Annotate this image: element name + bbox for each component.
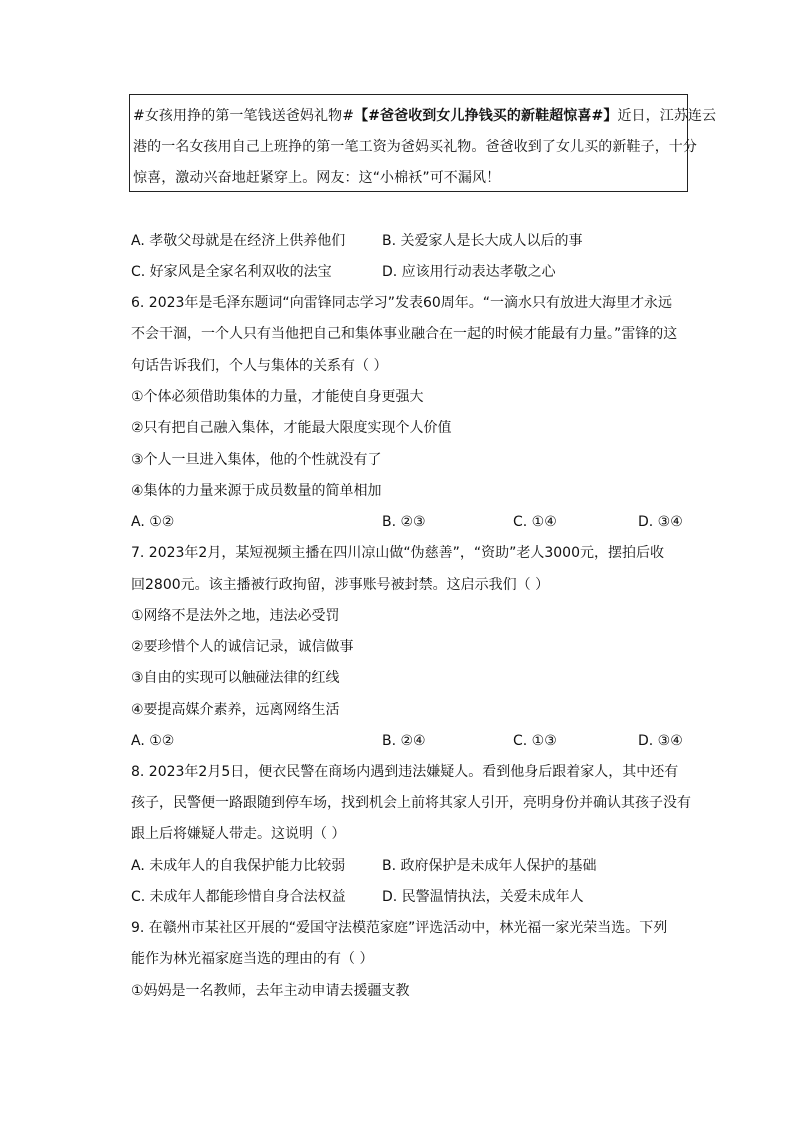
- q6-option-d: D. ③④: [638, 514, 683, 530]
- q7-option-c: C. ①③: [513, 733, 557, 749]
- q9-stem-line-2: 能作为林光福家庭当选的理由的有（ ）: [131, 951, 374, 967]
- passage-line-2: 港的一名女孩用自己上班挣的第一笔工资为爸妈买礼物。爸爸收到了女儿买的新鞋子，十分: [133, 139, 697, 155]
- q8-option-a: A. 未成年人的自我保护能力比较弱: [131, 858, 346, 874]
- q6-option-c: C. ①④: [513, 514, 557, 530]
- passage-box: [129, 94, 717, 192]
- q7-item-3: ③自由的实现可以触碰法律的红线: [131, 670, 340, 686]
- q7-options-row: [131, 730, 683, 752]
- q8-option-b: B. 政府保护是未成年人保护的基础: [382, 858, 597, 874]
- q6-options-row: [131, 511, 683, 533]
- q7-option-a: A. ①②: [131, 733, 175, 749]
- q8-stem-line-1: 8. 2023年2月5日，便衣民警在商场内遇到违法嫌疑人。看到他身后跟着家人，其中还有: [131, 764, 679, 780]
- q8-options-row-1: [131, 855, 597, 877]
- q5-option-d: D. 应该用行动表达孝敬之心: [382, 264, 556, 280]
- passage-bold-title: 【#爸爸收到女儿挣钱买的新鞋超惊喜#】: [354, 108, 618, 124]
- q6-item-2: ②只有把自己融入集体，才能最大限度实现个人价值: [131, 420, 452, 436]
- passage-line-1: [133, 101, 717, 132]
- q5-option-a: A. 孝敬父母就是在经济上供养他们: [131, 233, 346, 249]
- q7-stem-line-1: 7. 2023年2月，某短视频主播在四川凉山做“伪慈善”，“资助”老人3000元，摆拍后收: [131, 545, 664, 561]
- q7-item-1: ①网络不是法外之地，违法必受罚: [131, 608, 340, 624]
- q8-option-d: D. 民警温情执法，关爱未成年人: [382, 889, 584, 905]
- q8-stem-line-3: 跟上后将嫌疑人带走。这说明（ ）: [131, 826, 346, 842]
- q6-option-a: A. ①②: [131, 514, 175, 530]
- q6-stem-line-1: 6. 2023年是毛泽东题词“向雷锋同志学习”发表60周年。“一滴水只有放进大海里才永远: [131, 295, 673, 311]
- q6-option-b: B. ②③: [382, 514, 426, 530]
- q5-option-c: C. 好家风是全家名利双收的法宝: [131, 264, 332, 280]
- passage-hashtag: #女孩用挣的第一笔钱送爸妈礼物#: [133, 108, 355, 124]
- q8-option-c: C. 未成年人都能珍惜自身合法权益: [131, 889, 346, 905]
- q7-item-2: ②要珍惜个人的诚信记录，诚信做事: [131, 639, 354, 655]
- q6-item-1: ①个体必须借助集体的力量，才能使自身更强大: [131, 389, 424, 405]
- q7-stem-line-2: 回2800元。该主播被行政拘留，涉事账号被封禁。这启示我们（ ）: [131, 577, 550, 593]
- q8-options-row-2: [131, 886, 584, 908]
- q7-option-b: B. ②④: [382, 733, 426, 749]
- q6-item-3: ③个人一旦进入集体，他的个性就没有了: [131, 452, 382, 468]
- q5-option-b: B. 关爱家人是长大成人以后的事: [382, 233, 583, 249]
- passage-line-3: 惊喜，激动兴奋地赶紧穿上。网友：这“小棉袄”可不漏风！: [133, 170, 501, 186]
- q8-stem-line-2: 孩子，民警便一路跟随到停车场，找到机会上前将其家人引开，亮明身份并确认其孩子没有: [131, 795, 691, 811]
- q6-stem-line-3: 句话告诉我们，个人与集体的关系有（ ）: [131, 358, 388, 374]
- q6-stem-line-2: 不会干涸，一个人只有当他把自己和集体事业融合在一起的时候才能最有力量。”雷锋的这: [131, 326, 678, 342]
- q5-options-row-2: [131, 261, 556, 283]
- q5-options-row-1: [131, 230, 583, 252]
- q7-item-4: ④要提高媒介素养，远离网络生活: [131, 702, 340, 718]
- q6-item-4: ④集体的力量来源于成员数量的简单相加: [131, 483, 382, 499]
- q7-option-d: D. ③④: [638, 733, 683, 749]
- q9-stem-line-1: 9. 在赣州市某社区开展的“爱国守法模范家庭”评选活动中，林光福一家光荣当选。下列: [131, 920, 668, 936]
- passage-text: 近日，江苏连云: [617, 108, 717, 124]
- q9-item-1: ①妈妈是一名教师，去年主动申请去援疆支教: [131, 983, 410, 999]
